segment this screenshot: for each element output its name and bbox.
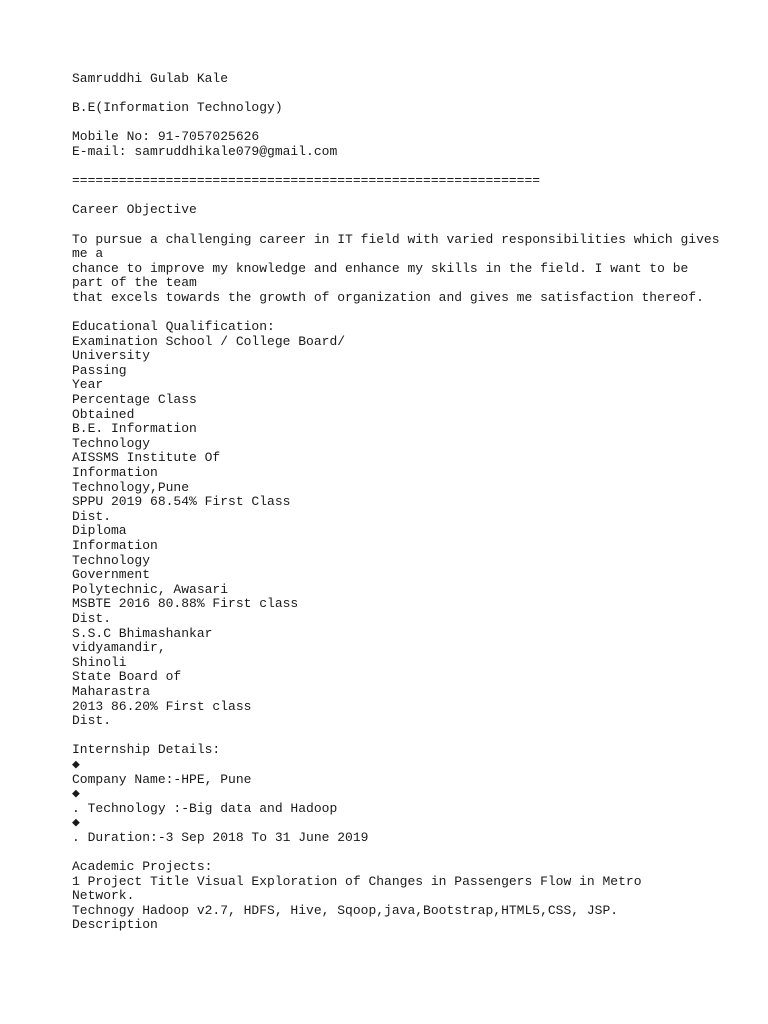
education-line: Information xyxy=(72,465,158,481)
education-line: AISSMS Institute Of xyxy=(72,450,221,466)
education-line: MSBTE 2016 80.88% First class xyxy=(72,596,299,612)
internship-technology: . Technology :-Big data and Hadoop xyxy=(72,800,338,816)
section-heading: Academic Projects: xyxy=(72,859,213,875)
projects-section xyxy=(72,860,732,933)
section-heading: Career Objective xyxy=(72,202,197,218)
spacer xyxy=(72,845,732,860)
resume-header xyxy=(72,72,732,203)
education-line: Percentage Class xyxy=(72,392,197,408)
education-line: Diploma xyxy=(72,523,127,539)
education-line: Maharastra xyxy=(72,683,151,699)
objective-line: chance to improve my knowledge and enhance my skills in the field. I want to be xyxy=(72,260,689,276)
education-line: Technology xyxy=(72,552,151,568)
bullet-diamond-icon: ◆ xyxy=(72,786,80,802)
mobile-line: Mobile No: 91-7057025626 xyxy=(72,129,260,145)
education-line: Examination School / College Board/ xyxy=(72,333,346,349)
education-line: vidyamandir, xyxy=(72,640,166,656)
education-line: Information xyxy=(72,538,158,553)
education-line: Obtained xyxy=(72,406,135,422)
career-objective-section xyxy=(72,203,732,320)
education-section xyxy=(72,320,732,743)
section-heading: Educational Qualification: xyxy=(72,319,275,335)
education-line: Dist. xyxy=(72,508,112,524)
education-line: State Board of xyxy=(72,669,182,685)
spacer xyxy=(72,189,732,204)
education-line: Year xyxy=(72,377,104,393)
education-line: Dist. xyxy=(72,610,112,626)
spacer xyxy=(72,116,732,131)
spacer xyxy=(72,218,732,233)
education-line: Shinoli xyxy=(72,654,127,670)
education-line: Government xyxy=(72,567,151,583)
bullet-diamond-icon: ◆ xyxy=(72,815,80,831)
education-line: Technology xyxy=(72,435,151,451)
candidate-name: Samruddhi Gulab Kale xyxy=(72,71,229,86)
bullet-diamond-icon: ◆ xyxy=(72,756,80,772)
section-heading: Internship Details: xyxy=(72,742,221,758)
education-line: Dist. xyxy=(72,713,112,729)
internship-company: Company Name:-HPE, Pune xyxy=(72,771,252,787)
education-line: SPPU 2019 68.54% First Class xyxy=(72,494,291,510)
project-line: Technogy Hadoop v2.7, HDFS, Hive, Sqoop,java,Bootstrap,HTML5,CSS, JSP. xyxy=(72,902,619,918)
objective-line: me a xyxy=(72,246,104,262)
objective-line: To pursue a challenging career in IT field with varied responsibilities which gives xyxy=(72,231,720,247)
education-line: University xyxy=(72,348,151,364)
education-line: Technology,Pune xyxy=(72,479,190,495)
project-line: 1 Project Title Visual Exploration of Changes in Passengers Flow in Metro xyxy=(72,873,642,889)
spacer xyxy=(72,160,732,175)
email-line: E-mail: samruddhikale079@gmail.com xyxy=(72,143,338,159)
education-line: S.S.C Bhimashankar xyxy=(72,625,213,641)
education-line: Polytechnic, Awasari xyxy=(72,581,229,597)
spacer xyxy=(72,729,732,744)
internship-duration: . Duration:-3 Sep 2018 To 31 June 2019 xyxy=(72,829,369,845)
objective-line: that excels towards the growth of organization and gives me satisfaction thereof. xyxy=(72,289,704,305)
spacer xyxy=(72,87,732,102)
project-line: Description xyxy=(72,917,158,933)
project-line: Network. xyxy=(72,888,135,904)
objective-line: part of the team xyxy=(72,275,197,291)
education-line: B.E. Information xyxy=(72,421,197,437)
separator-line: ============================================================ xyxy=(72,173,541,189)
spacer xyxy=(72,306,732,321)
education-line: 2013 86.20% First class xyxy=(72,698,252,714)
internship-section xyxy=(72,743,732,860)
resume-document xyxy=(72,72,732,933)
degree-line: B.E(Information Technology) xyxy=(72,100,283,116)
education-line: Passing xyxy=(72,362,127,378)
